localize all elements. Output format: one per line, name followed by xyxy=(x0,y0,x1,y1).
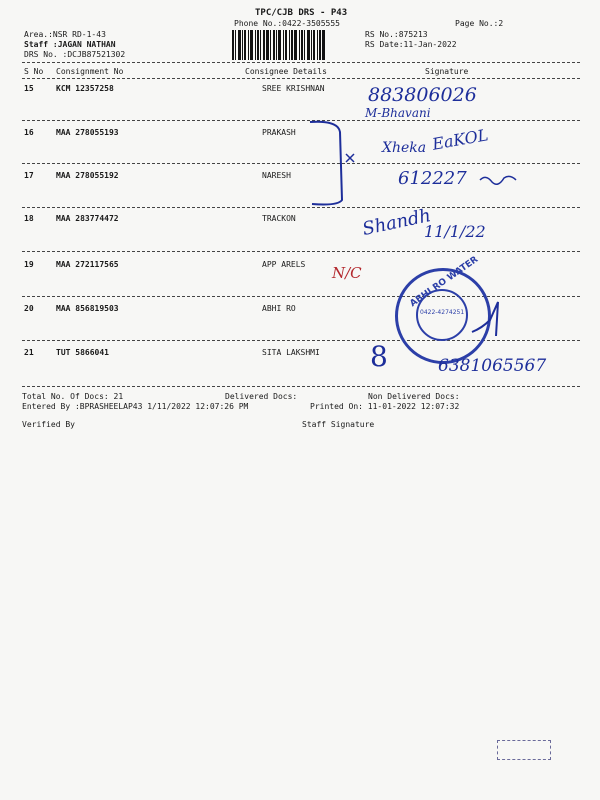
handwritten-name-1: M-Bhavani xyxy=(365,106,431,120)
row-consignee: SREE KRISHNAN xyxy=(262,84,325,93)
row-consignment: MAA 272117565 xyxy=(56,260,119,269)
handwritten-signature-2: Xheka xyxy=(382,140,427,156)
handwritten-initial: 8 xyxy=(370,340,388,373)
divider xyxy=(22,340,580,341)
row-sno: 18 xyxy=(24,214,34,223)
row-sno: 16 xyxy=(24,128,34,137)
col-signature: Signature xyxy=(425,67,469,76)
handwritten-signature-2b: EaKOL xyxy=(430,125,490,154)
divider xyxy=(22,386,580,387)
handwritten-number-2: 612227 xyxy=(398,168,467,189)
signature-stroke xyxy=(468,298,508,340)
area-field: Area.:NSR RD-1-43 xyxy=(24,30,106,39)
row-consignment: MAA 278055192 xyxy=(56,171,119,180)
divider xyxy=(22,78,580,79)
rs-date: RS Date:11-Jan-2022 xyxy=(365,40,457,49)
stamp-number: 0422-4274251 xyxy=(420,309,465,316)
stamp-text: ABHI RO WATER xyxy=(408,254,481,310)
page-number: Page No.:2 xyxy=(455,19,504,28)
barcode xyxy=(232,30,350,60)
printed-on: Printed On: 11-01-2022 12:07:32 xyxy=(310,402,460,411)
staff-name: JAGAN NATHAN xyxy=(57,40,116,49)
divider xyxy=(22,251,580,252)
row-consignee: PRAKASH xyxy=(262,128,296,137)
handwritten-phone-2: 6381065567 xyxy=(438,356,547,376)
row-consignment: MAA 278055193 xyxy=(56,128,119,137)
row-sno: 21 xyxy=(24,348,34,357)
col-consignee: Consignee Details xyxy=(245,67,327,76)
staff-signature: Staff Signature xyxy=(302,420,375,429)
row-consignee: ABHI RO xyxy=(262,304,296,313)
rs-number: RS No.:875213 xyxy=(365,30,428,39)
row-sno: 20 xyxy=(24,304,34,313)
row-consignee: APP ARELS xyxy=(262,260,306,269)
staff-label: Staff :JAGAN NATHAN xyxy=(24,40,116,49)
col-consignment: Consignment No xyxy=(56,67,124,76)
scribble-mark xyxy=(478,172,518,188)
blank-box xyxy=(497,740,551,760)
document-title: TPC/CJB DRS - P43 xyxy=(255,8,348,18)
row-sno: 15 xyxy=(24,84,34,93)
row-consignment: MAA 856819503 xyxy=(56,304,119,313)
phone-number: Phone No.:0422-3505555 xyxy=(234,19,340,28)
divider xyxy=(22,62,580,63)
non-delivered-docs: Non Delivered Docs: xyxy=(368,392,460,401)
delivered-docs: Delivered Docs: xyxy=(225,392,298,401)
row-sno: 17 xyxy=(24,171,34,180)
verified-by: Verified By xyxy=(22,420,75,429)
drs-number: DRS No. :DCJB87521302 xyxy=(24,50,126,59)
total-docs: Total No. Of Docs: 21 xyxy=(22,392,124,401)
row-consignment: MAA 283774472 xyxy=(56,214,119,223)
row-consignee: TRACKON xyxy=(262,214,296,223)
divider xyxy=(22,296,580,297)
row-sno: 19 xyxy=(24,260,34,269)
row-consignment: TUT 5866041 xyxy=(56,348,109,357)
row-consignee: SITA LAKSHMI xyxy=(262,348,320,357)
row-consignee: NARESH xyxy=(262,171,291,180)
handwritten-signature-3: Shandh xyxy=(360,205,433,240)
handwritten-date-3: 11/1/22 xyxy=(424,222,486,241)
handwritten-nc: N/C xyxy=(332,264,362,282)
row-consignment: KCM 12357258 xyxy=(56,84,114,93)
col-sno: S No xyxy=(24,67,44,76)
entered-by: Entered By :BPRASHEELAP43 1/11/2022 12:07:26 PM xyxy=(22,402,249,411)
bracket-mark xyxy=(300,118,360,208)
handwritten-phone-1: 883806026 xyxy=(368,84,477,106)
